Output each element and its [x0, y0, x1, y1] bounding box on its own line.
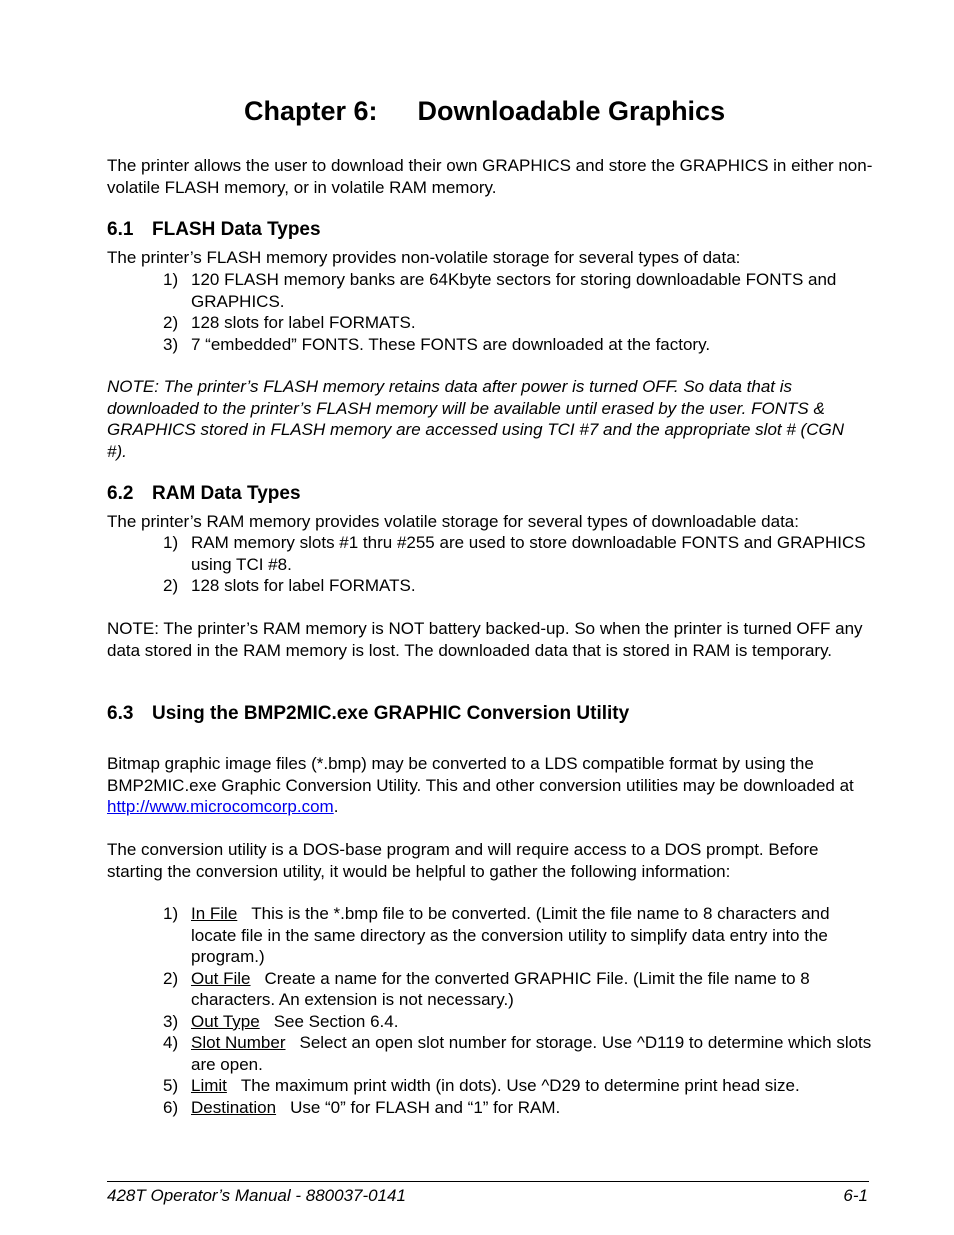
list-item: 4) Slot Number Select an open slot number for storage. Use ^D119 to determine which slots are open.	[163, 1033, 872, 1074]
list-item: 1) RAM memory slots #1 thru #255 are used to store downloadable FONTS and GRAPHICS using TCI #8.	[163, 533, 866, 574]
list-item: 1) 120 FLASH memory banks are 64Kbyte sectors for storing downloadable FONTS and GRAPHICS.	[163, 270, 837, 311]
microcom-link[interactable]: http://www.microcomcorp.com	[107, 797, 334, 816]
term: Slot Number	[191, 1033, 286, 1052]
section-number: 6.3	[107, 703, 134, 724]
section-title: FLASH Data Types	[152, 219, 321, 240]
list-item: 6) Destination Use “0” for FLASH and “1” for RAM.	[163, 1097, 561, 1117]
section-number: 6.1	[107, 219, 134, 240]
section-6-2-heading	[107, 483, 301, 505]
section-6-2-lead: The printer’s RAM memory provides volatile storage for several types of downloadable data:	[107, 512, 799, 531]
term: In File	[191, 904, 238, 923]
list-item: 5) Limit The maximum print width (in dots). Use ^D29 to determine print head size.	[163, 1076, 800, 1095]
conversion-paragraph: Bitmap graphic image files (*.bmp) may be converted to a LDS compatible format by using the BMP2MIC.exe Graphic Conversion Utility. This and other conversion utilities may be downloaded at http://www.microcomcorp.com.	[107, 754, 854, 816]
term: Out Type	[191, 1011, 260, 1031]
term: Destination	[191, 1097, 277, 1117]
term: Out File	[191, 968, 251, 988]
chapter-number: Chapter 6:	[244, 96, 378, 126]
list-item: 3) Out Type See Section 6.4.	[163, 1011, 399, 1031]
section-6-3-heading	[107, 703, 629, 725]
section-title: RAM Data Types	[152, 483, 301, 504]
footer-manual-title: 428T Operator’s Manual - 880037-0141	[107, 1186, 406, 1205]
footer-page-number: 6-1	[843, 1186, 868, 1205]
chapter-title	[244, 96, 725, 127]
prerequisites-paragraph: The conversion utility is a DOS-base program and will require access to a DOS prompt. Before starting the conversion utility, it would be helpful to gather the following information:	[107, 840, 819, 881]
flash-types-list	[163, 269, 873, 355]
list-item: 2) 128 slots for label FORMATS.	[163, 313, 416, 332]
section-6-1-heading	[107, 219, 321, 241]
footer-rule	[107, 1181, 869, 1182]
flash-note: NOTE: The printer’s FLASH memory retains data after power is turned OFF. So data that is downloaded to the printer’s FLASH memory will be available until erased by the user. FONTS & GRAPHICS stored in FLASH memory are accessed using TCI #7 and the appropriate slot # (CGN #).	[107, 377, 844, 461]
list-item: 1) In File This is the *.bmp file to be converted. (Limit the file name to 8 characters and locate file in the same directory as the conversion utility to simplify data entry into the program.)	[163, 904, 830, 966]
ram-note: NOTE: The printer’s RAM memory is NOT battery backed-up. So when the printer is turned OFF any data stored in the RAM memory is lost. The downloaded data that is stored in RAM is temporary.	[107, 619, 863, 660]
ram-types-list	[163, 532, 873, 597]
section-number: 6.2	[107, 483, 134, 504]
list-item: 3) 7 “embedded” FONTS. These FONTS are downloaded at the factory.	[163, 334, 711, 354]
chapter-name: Downloadable Graphics	[417, 96, 726, 126]
section-title: Using the BMP2MIC.exe GRAPHIC Conversion Utility	[152, 703, 630, 724]
list-item: 2) Out File Create a name for the converted GRAPHIC File. (Limit the file name to 8 characters. An extension is not necessary.)	[163, 968, 810, 1009]
conversion-inputs-list	[163, 903, 873, 1118]
intro-paragraph: The printer allows the user to download their own GRAPHICS and store the GRAPHICS in either non-volatile FLASH memory, or in volatile RAM memory.	[107, 156, 873, 197]
term: Limit	[191, 1076, 227, 1095]
list-item: 2) 128 slots for label FORMATS.	[163, 576, 416, 595]
section-6-1-lead: The printer’s FLASH memory provides non-volatile storage for several types of data:	[107, 248, 741, 267]
